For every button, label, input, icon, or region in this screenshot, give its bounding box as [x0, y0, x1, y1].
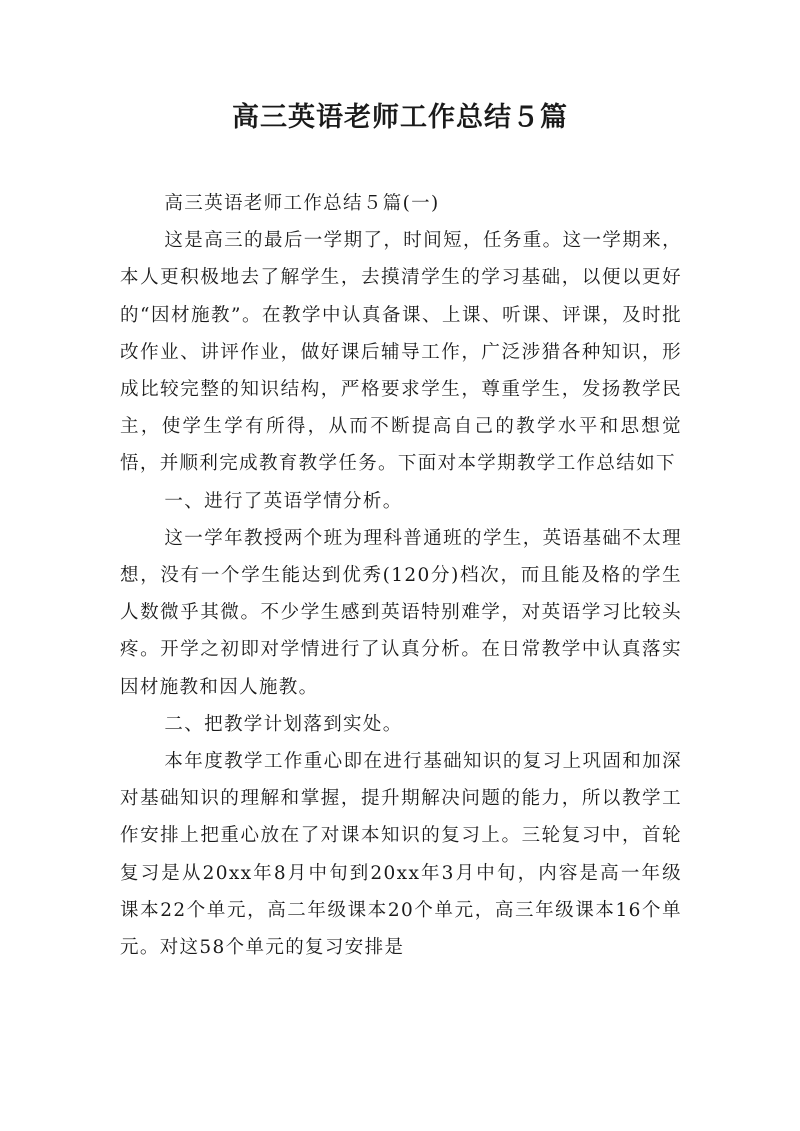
- section-heading: 高三英语老师工作总结５篇(一): [164, 193, 440, 214]
- document-title: 高三英语老师工作总结５篇: [232, 102, 568, 133]
- section-heading: 二、把教学计划落到实处。: [164, 713, 403, 735]
- body-paragraph: 这一学年教授两个班为理科普通班的学生，英语基础不太理想，没有一个学生能达到优秀(120分)档次，而且能及格的学生人数微乎其微。不少学生感到英语特别难学，对英语学习比较头疼。开学之初即对学情进行了认真分析。在日常教学中认真落实因材施教和因人施教。: [120, 527, 682, 698]
- document-body: [120, 185, 682, 966]
- body-paragraph: 这是高三的最后一学期了，时间短，任务重。这一学期来，本人更积极地去了解学生，去摸清学生的学习基础，以便以更好的“因材施教”。在教学中认真备课、上课、听课、评课，及时批改作业、讲评作业，做好课后辅导工作，广泛涉猎各种知识，形成比较完整的知识结构，严格要求学生，尊重学生，发扬教学民主，使学生学有所得，从而不断提高自己的教学水平和思想觉悟，并顺利完成教育教学任务。下面对本学期教学工作总结如下: [120, 230, 682, 475]
- section-heading: 一、进行了英语学情分析。: [164, 490, 403, 512]
- body-paragraph: 本年度教学工作重心即在进行基础知识的复习上巩固和加深对基础知识的理解和掌握，提升期解决问题的能力，所以教学工作安排上把重心放在了对课本知识的复习上。三轮复习中，首轮复习是从20xx年8月中旬到20xx年3月中旬，内容是高一年级课本22个单元，高二年级课本20个单元，高三年级课本16个单元。对这58个单元的复习安排是: [120, 751, 682, 959]
